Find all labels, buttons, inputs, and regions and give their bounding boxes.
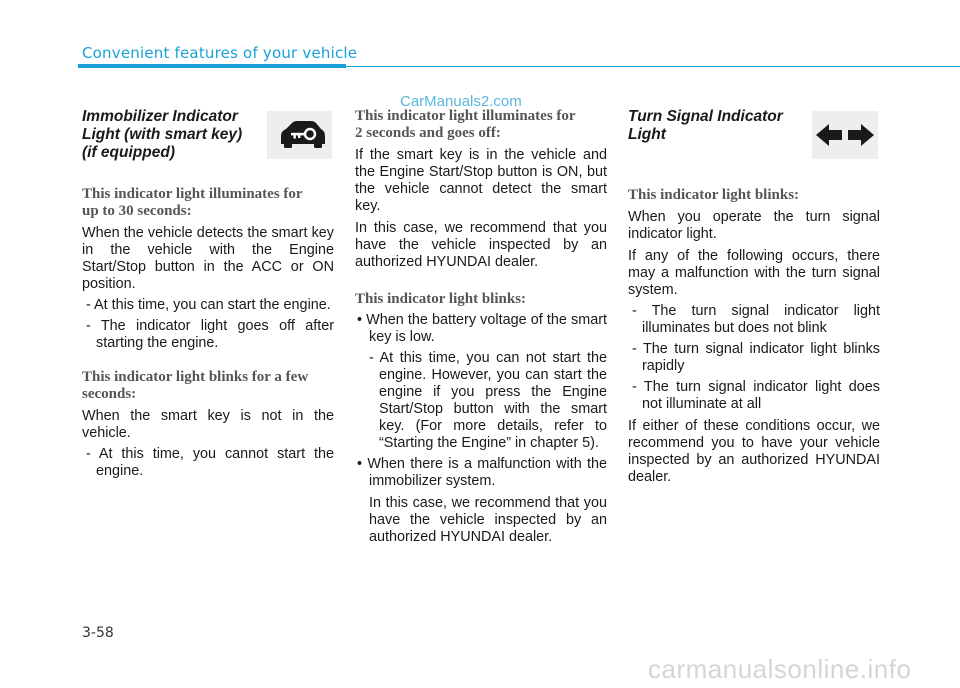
- paragraph: If any of the following occurs, there may a malfunction with the turn signal system.: [628, 248, 880, 298]
- paragraph: When you operate the turn signal indicator light.: [628, 209, 880, 242]
- subheading-blinks: This indicator light blinks:: [355, 291, 527, 307]
- bullet-item: • When the battery voltage of the smart key is low.: [357, 312, 607, 345]
- paragraph: In this case, we recommend that you have the vehicle inspected by an authorized HYUNDAI dealer.: [355, 220, 607, 270]
- list-item: - The indicator light goes off after starting the engine.: [86, 318, 334, 351]
- column-immobilizer-continued: [355, 108, 607, 546]
- paragraph: When the smart key is not in the vehicle.: [82, 408, 334, 441]
- header-rule-thick: [78, 64, 346, 68]
- bullet-paragraph: In this case, we recommend that you have the vehicle inspected by an authorized HYUNDAI dealer.: [369, 495, 607, 545]
- list-item: - The turn signal indicator light illuminates but does not blink: [632, 303, 880, 336]
- list-item: - The turn signal indicator light does not illuminate at all: [632, 379, 880, 412]
- list-item: - At this time, you can start the engine.: [86, 297, 331, 313]
- subheading-illuminates-2s: This indicator light illuminates for 2 seconds and goes off:: [355, 108, 576, 141]
- header-rule-thin: [346, 66, 960, 67]
- bullet-item: • When there is a malfunction with the immobilizer system.: [357, 456, 607, 489]
- column-turn-signal: [628, 108, 880, 486]
- subheading-illuminates-30s: This indicator light illuminates for up to 30 seconds:: [82, 186, 303, 219]
- section-title-immobilizer: Immobilizer Indicator Light (with smart key) (if equipped): [82, 108, 243, 161]
- subheading-blinks: This indicator light blinks:: [628, 187, 800, 203]
- page-number: 3-58: [82, 625, 114, 641]
- list-item: - The turn signal indicator light blinks rapidly: [632, 341, 880, 374]
- paragraph: If either of these conditions occur, we recommend you to have your vehicle inspected by an authorized HYUNDAI dealer.: [628, 418, 880, 485]
- sub-list-item: - At this time, you can not start the engine. However, you can start the engine if you press the Engine Start/Stop button with the smart key. (For more details, refer to “Starting the Engine” in chapter 5).: [369, 350, 607, 451]
- section-title-turn-signal: Turn Signal Indicator Light: [628, 108, 783, 143]
- list-item: - At this time, you cannot start the engine.: [86, 446, 334, 479]
- column-immobilizer: [82, 108, 334, 480]
- page-header-title: Convenient features of your vehicle: [82, 44, 358, 62]
- subheading-blinks-few-seconds: This indicator light blinks for a few seconds:: [82, 369, 309, 402]
- watermark-top: CarManuals2.com: [400, 93, 522, 110]
- watermark-bottom: carmanualsonline.info: [648, 654, 912, 684]
- paragraph: If the smart key is in the vehicle and the Engine Start/Stop button is ON, but the vehicle cannot detect the smart key.: [355, 147, 607, 214]
- paragraph: When the vehicle detects the smart key in the vehicle with the Engine Start/Stop button in the ACC or ON position.: [82, 225, 334, 292]
